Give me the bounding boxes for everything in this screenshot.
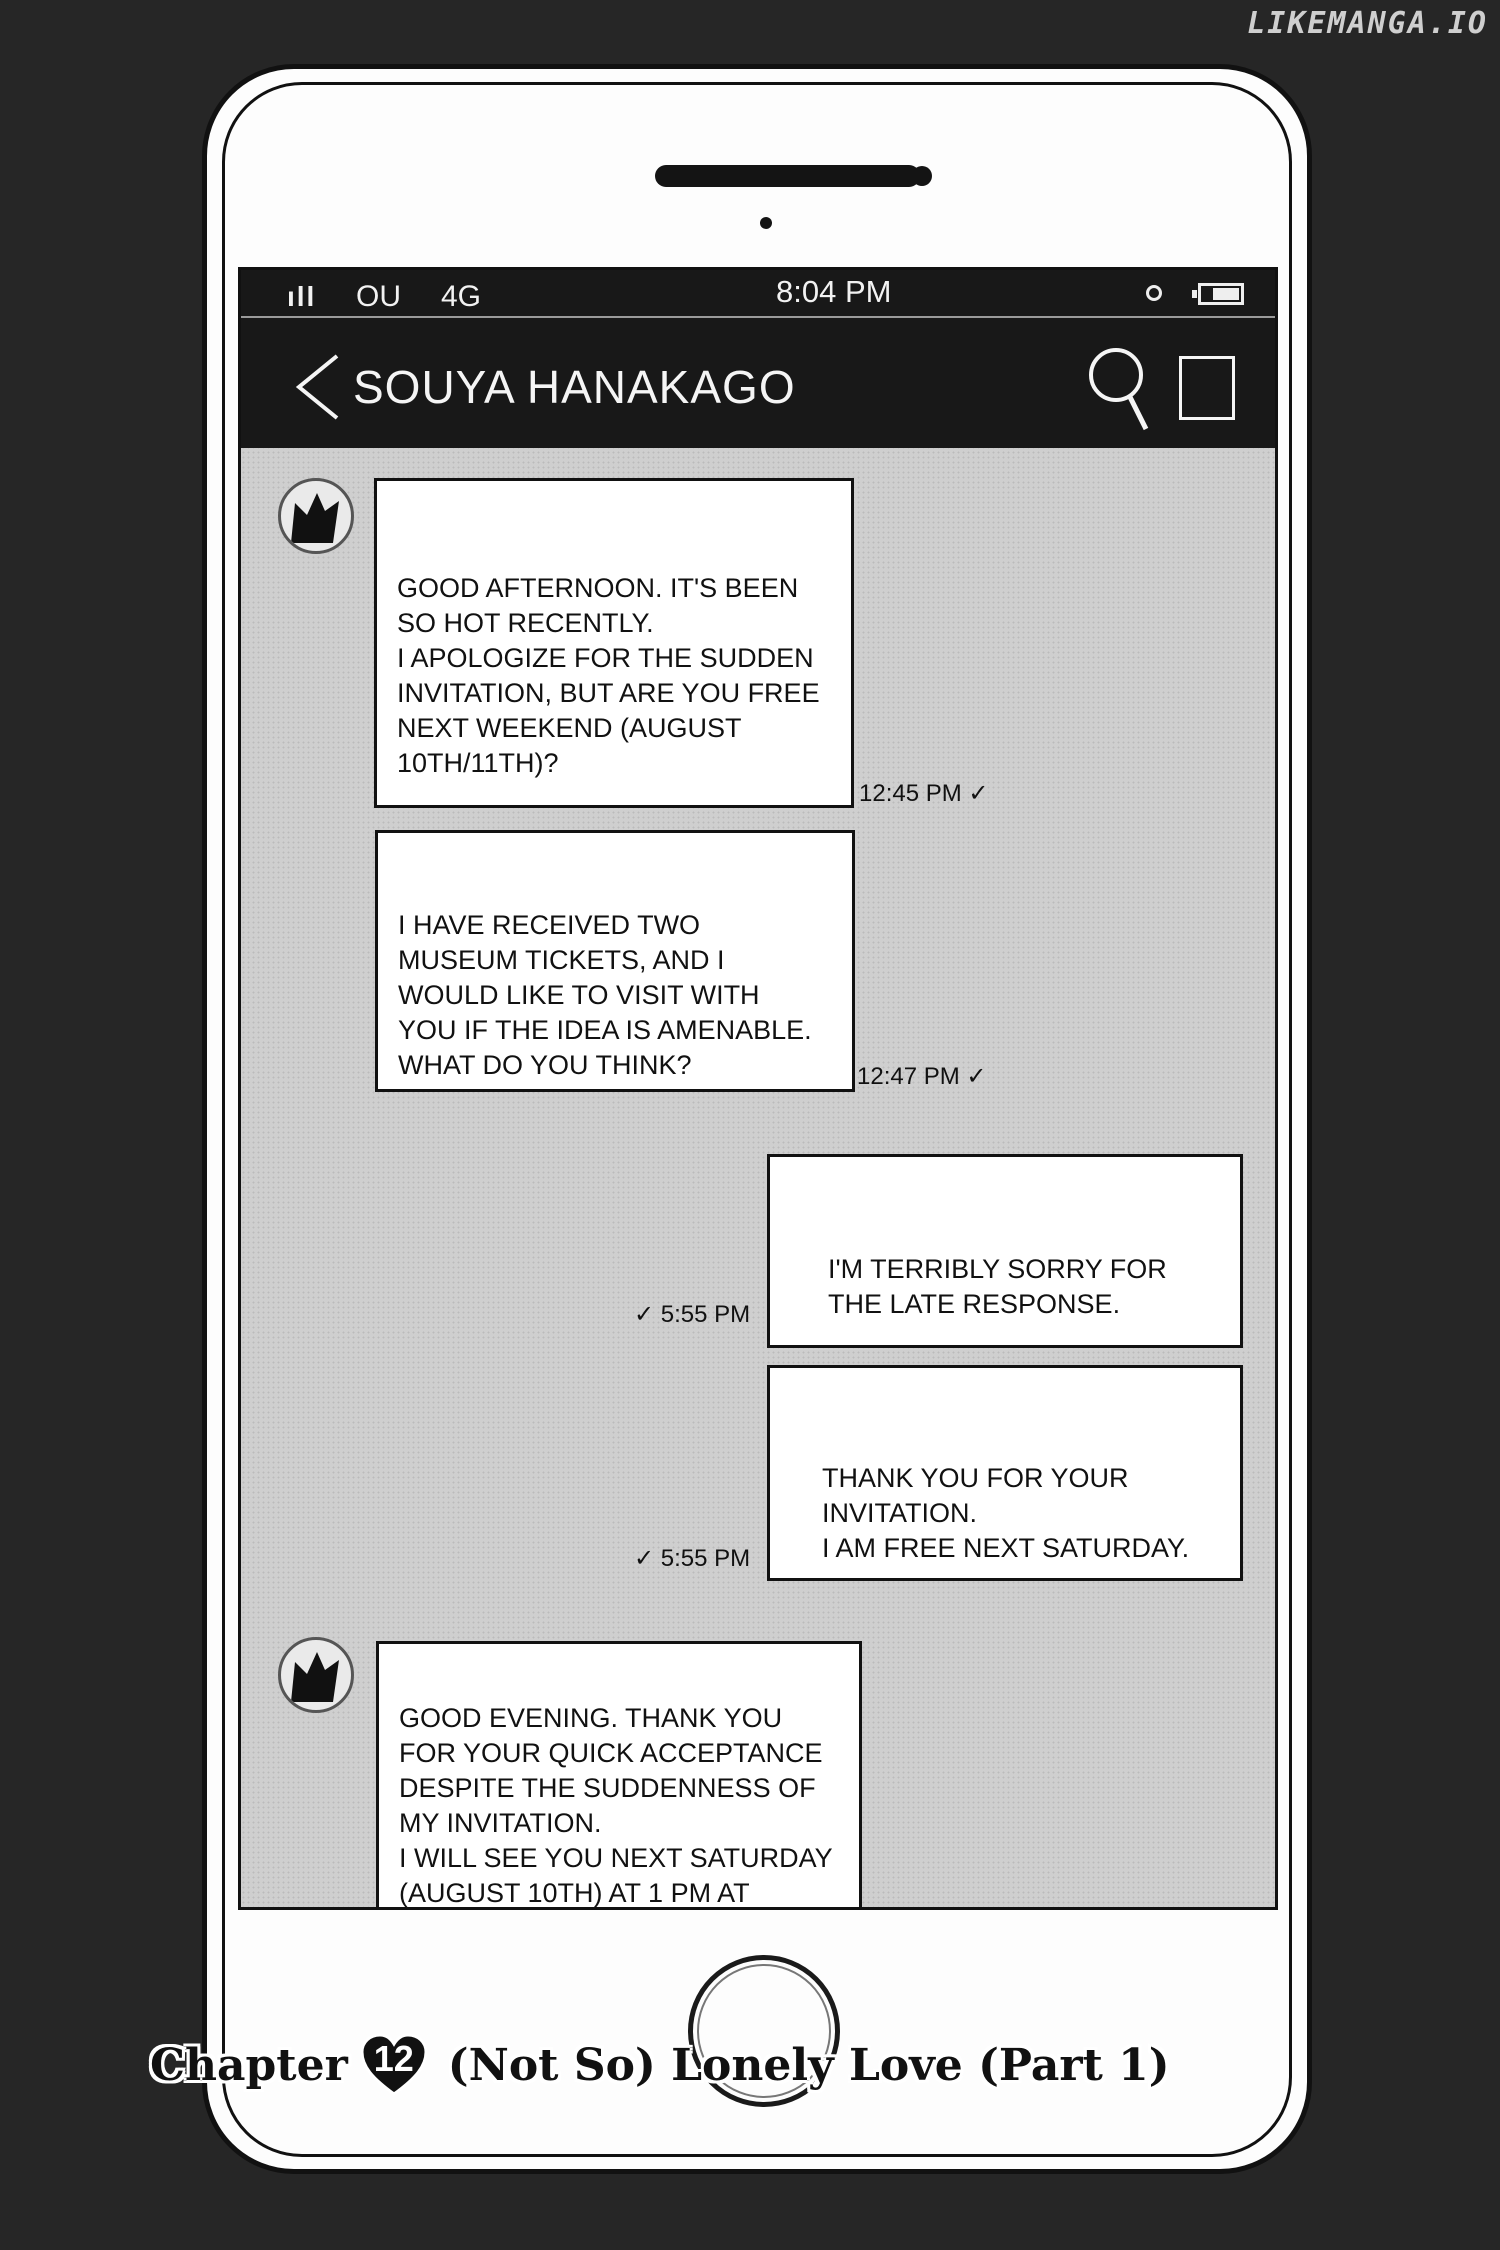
message-timestamp: ✓ 5:55 PM [634, 1301, 751, 1328]
phone-speaker [655, 165, 920, 187]
battery-icon [1198, 283, 1244, 305]
message-text: THANK YOU FOR YOUR INVITATION. I AM FREE NEXT SATURDAY. [822, 1463, 1190, 1563]
chapter-title [150, 2030, 1170, 2100]
message-bubble [374, 478, 854, 808]
message-bubble [376, 1641, 862, 1910]
message-bubble [767, 1365, 1243, 1581]
chapter-label: Chapter [150, 2039, 348, 2091]
phone-camera [912, 166, 932, 186]
message-text: GOOD EVENING. THANK YOU FOR YOUR QUICK ACCEPTANCE DESPITE THE SUDDENNESS OF MY INVITATION. I WILL SEE YOU NEXT SATURDAY (AUGUST 10TH) AT 1 PM AT [399, 1703, 833, 1908]
chapter-number: 12 [373, 2038, 414, 2079]
contact-avatar[interactable] [278, 478, 354, 554]
message-text: GOOD AFTERNOON. IT'S BEEN SO HOT RECENTLY. I APOLOGIZE FOR THE SUDDEN INVITATION, BUT ARE YOU FREE NEXT WEEKEND (AUGUST 10TH/11TH)? [397, 573, 820, 778]
contact-name: SOUYA HANAKAGO [353, 361, 796, 413]
chat-header [241, 318, 1275, 448]
watermark: LIKEMANGA.IO [1247, 6, 1488, 41]
phone-screen [238, 267, 1278, 1910]
menu-square-icon[interactable] [1179, 356, 1235, 420]
network-label: 4G [441, 280, 482, 313]
chevron-left-icon[interactable] [291, 352, 345, 427]
heart-icon [358, 2032, 430, 2098]
signal-icon: ıll [287, 281, 317, 312]
message-timestamp: 12:45 PM ✓ [859, 780, 989, 807]
message-text: I HAVE RECEIVED TWO MUSEUM TICKETS, AND I WOULD LIKE TO VISIT WITH YOU IF THE IDEA IS AMENABLE. WHAT DO YOU THINK? [398, 910, 812, 1080]
contact-avatar[interactable] [278, 1637, 354, 1713]
status-time: 8:04 PM [776, 274, 892, 309]
message-bubble [375, 830, 855, 1092]
message-timestamp: 12:47 PM ✓ [857, 1063, 987, 1090]
message-timestamp: ✓ 5:55 PM [634, 1545, 751, 1572]
chapter-subtitle: (Not So) Lonely Love (Part 1) [447, 2039, 1170, 2091]
phone-sensor [760, 217, 772, 229]
search-icon[interactable] [1086, 343, 1156, 438]
carrier-label: OU [356, 280, 401, 313]
alarm-icon [1146, 285, 1162, 301]
message-bubble [767, 1154, 1243, 1348]
status-bar [241, 270, 1275, 318]
message-text: I'M TERRIBLY SORRY FOR THE LATE RESPONSE. [828, 1254, 1167, 1319]
